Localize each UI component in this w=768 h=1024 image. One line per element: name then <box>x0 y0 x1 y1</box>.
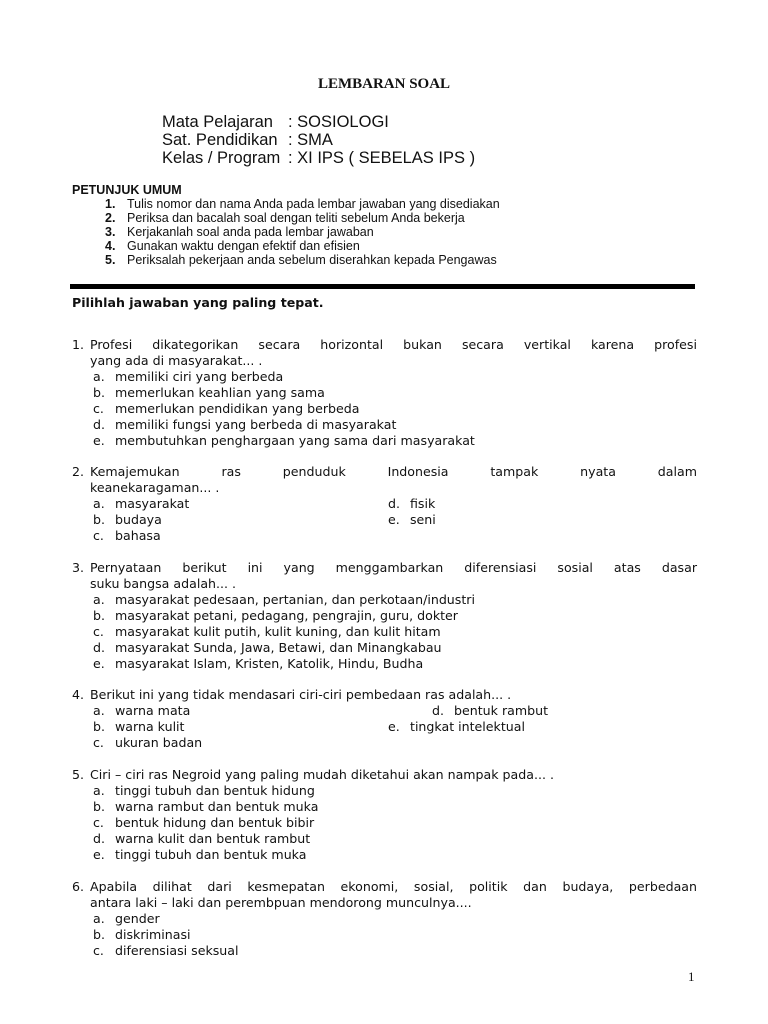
option-text: warna rambut dan bentuk muka <box>115 799 319 814</box>
option-letter: e. <box>388 719 400 734</box>
option-text: masyarakat Islam, Kristen, Katolik, Hindu, Budha <box>115 656 424 671</box>
question-text-continued: keanekaragaman... . <box>90 480 220 495</box>
option-letter: d. <box>432 703 444 718</box>
option-letter: e. <box>93 847 105 862</box>
option-text: tingkat intelektual <box>410 719 525 734</box>
divider <box>70 284 695 289</box>
option-text: fisik <box>410 496 436 511</box>
option-text: masyarakat Sunda, Jawa, Betawi, dan Minangkabau <box>115 640 442 655</box>
option-text: masyarakat <box>115 496 190 511</box>
option-text: warna kulit <box>115 719 185 734</box>
instruction-number: 5. <box>105 253 116 267</box>
instruction-text: Gunakan waktu dengan efektif dan efisien <box>127 239 360 253</box>
question-text: Pernyataan berikut ini yang menggambarkan diferensiasi sosial atas dasar <box>90 560 697 575</box>
option-letter: e. <box>93 433 105 448</box>
instruction-number: 3. <box>105 225 116 239</box>
question-text: Profesi dikategorikan secara horizontal bukan secara vertikal karena profesi <box>90 337 697 352</box>
option-text: masyarakat petani, pedagang, pengrajin, guru, dokter <box>115 608 458 623</box>
instruction-text: Periksalah pekerjaan anda sebelum diserahkan kepada Pengawas <box>127 253 497 267</box>
question-number: 3. <box>72 560 85 575</box>
option-letter: b. <box>93 799 105 814</box>
option-text: bahasa <box>115 528 161 543</box>
option-letter: c. <box>93 735 104 750</box>
instruction-number: 4. <box>105 239 116 253</box>
option-letter: a. <box>93 911 105 926</box>
option-text: budaya <box>115 512 162 527</box>
info-value-level: : SMA <box>288 131 333 149</box>
instructions-heading: PETUNJUK UMUM <box>72 183 182 197</box>
question-text-continued: antara laki – laki dan perembpuan mendorong munculnya.... <box>90 895 472 910</box>
question-text: Apabila dilihat dari kesmepatan ekonomi, sosial, politik dan budaya, perbedaan <box>90 879 697 894</box>
option-letter: a. <box>93 496 105 511</box>
info-value-class: : XI IPS ( SEBELAS IPS ) <box>288 149 476 167</box>
question-text: Kemajemukan ras penduduk Indonesia tampak nyata dalam <box>90 464 697 479</box>
option-letter: b. <box>93 385 105 400</box>
info-value-subject: : SOSIOLOGI <box>288 113 389 131</box>
option-text: seni <box>410 512 436 527</box>
option-letter: c. <box>93 943 104 958</box>
question-number: 1. <box>72 337 85 352</box>
option-text: tinggi tubuh dan bentuk hidung <box>115 783 315 798</box>
option-text: tinggi tubuh dan bentuk muka <box>115 847 307 862</box>
option-letter: a. <box>93 592 105 607</box>
instruction-number: 1. <box>105 197 116 211</box>
option-text: gender <box>115 911 160 926</box>
question-text: Berikut ini yang tidak mendasari ciri-ciri pembedaan ras adalah... . <box>90 687 512 702</box>
option-text: memerlukan pendidikan yang berbeda <box>115 401 360 416</box>
option-letter: a. <box>93 703 105 718</box>
option-text: warna mata <box>115 703 191 718</box>
info-label-subject: Mata Pelajaran <box>162 113 273 131</box>
option-letter: c. <box>93 528 104 543</box>
instruction-number: 2. <box>105 211 116 225</box>
question-number: 5. <box>72 767 85 782</box>
option-text: ukuran badan <box>115 735 203 750</box>
option-letter: d. <box>93 640 105 655</box>
page-number: 1 <box>688 969 695 984</box>
option-letter: d. <box>93 831 105 846</box>
info-label-level: Sat. Pendidikan <box>162 131 278 149</box>
option-text: warna kulit dan bentuk rambut <box>115 831 311 846</box>
option-text: bentuk hidung dan bentuk bibir <box>115 815 315 830</box>
info-label-class: Kelas / Program <box>162 149 281 167</box>
question-text: Ciri – ciri ras Negroid yang paling mudah diketahui akan nampak pada... . <box>90 767 554 782</box>
instruction-line: Pilihlah jawaban yang paling tepat. <box>72 295 324 310</box>
option-text: masyarakat kulit putih, kulit kuning, dan kulit hitam <box>115 624 441 639</box>
question-number: 6. <box>72 879 85 894</box>
instruction-text: Periksa dan bacalah soal dengan teliti sebelum Anda bekerja <box>127 211 465 225</box>
option-text: diferensiasi seksual <box>115 943 239 958</box>
option-letter: d. <box>388 496 400 511</box>
question-number: 4. <box>72 687 85 702</box>
option-text: membutuhkan penghargaan yang sama dari masyarakat <box>115 433 475 448</box>
document-title: LEMBARAN SOAL <box>317 76 451 92</box>
option-letter: c. <box>93 401 104 416</box>
question-text-continued: yang ada di masyarakat... . <box>90 353 263 368</box>
option-text: memerlukan keahlian yang sama <box>115 385 325 400</box>
option-letter: d. <box>93 417 105 432</box>
option-letter: b. <box>93 608 105 623</box>
question-number: 2. <box>72 464 85 479</box>
option-letter: a. <box>93 783 105 798</box>
option-letter: a. <box>93 369 105 384</box>
instruction-text: Tulis nomor dan nama Anda pada lembar jawaban yang disediakan <box>127 197 500 211</box>
option-text: memiliki fungsi yang berbeda di masyarakat <box>115 417 397 432</box>
option-text: bentuk rambut <box>454 703 549 718</box>
option-letter: b. <box>93 927 105 942</box>
option-letter: b. <box>93 512 105 527</box>
instruction-text: Kerjakanlah soal anda pada lembar jawaban <box>127 225 374 239</box>
option-letter: b. <box>93 719 105 734</box>
option-text: diskriminasi <box>115 927 191 942</box>
option-letter: e. <box>388 512 400 527</box>
option-letter: e. <box>93 656 105 671</box>
option-letter: c. <box>93 624 104 639</box>
option-text: masyarakat pedesaan, pertanian, dan perkotaan/industri <box>115 592 475 607</box>
question-text-continued: suku bangsa adalah... . <box>90 576 237 591</box>
option-letter: c. <box>93 815 104 830</box>
option-text: memiliki ciri yang berbeda <box>115 369 284 384</box>
